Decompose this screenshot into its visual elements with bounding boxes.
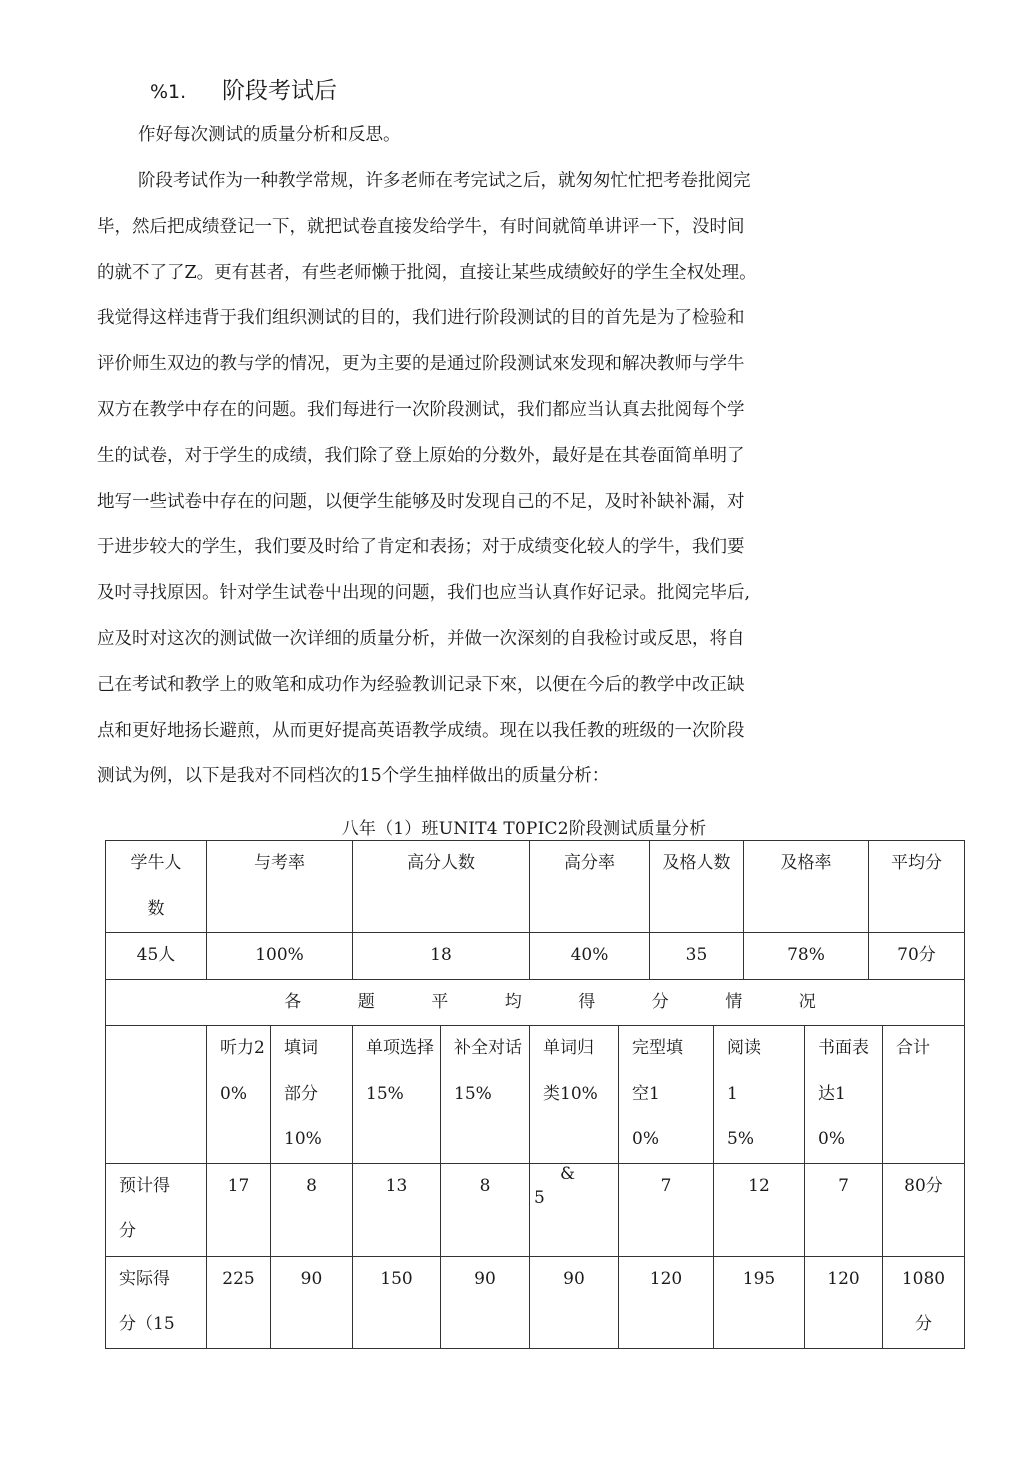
header-cell: 高分率: [530, 841, 650, 933]
body-line: 生的试卷，对于学生的成绩，我们除了登上原始的分数外，最好是在其卷面简单明了: [97, 445, 745, 466]
score-cell: 12: [714, 1163, 805, 1256]
value-cell: 78%: [744, 933, 869, 980]
detail-header-cell: 书面表达10%: [805, 1026, 883, 1164]
body-line: 点和更好地扬长避煎，从而更好提高英语教学成绩。现在以我任教的班级的一次阶段: [97, 720, 745, 741]
value-cell: 70分: [869, 933, 965, 980]
detail-header-cell: 听力20%: [207, 1026, 271, 1164]
score-cell: 7: [619, 1163, 714, 1256]
body-line: 阶段考试作为一种教学常规，许多老师在考完试之后，就匆匆忙忙把考卷批阅完: [138, 171, 751, 191]
section-heading: [150, 72, 337, 105]
score-cell: 80分: [883, 1163, 965, 1256]
score-cell: 90: [271, 1256, 353, 1348]
row-label: 实际得分（15: [106, 1256, 207, 1348]
score-cell: 90: [530, 1256, 619, 1348]
score-cell: 8: [271, 1163, 353, 1256]
actual-score-row: [106, 1256, 965, 1348]
body-line: 的就不了了Z。更有甚者，有些老师懒于批阅，直接让某些成绩鲛好的学生全权处理。: [97, 262, 757, 283]
value-cell: 18: [353, 933, 530, 980]
section-title-char: 均: [504, 991, 522, 1012]
detail-header-cell: 合计: [883, 1026, 965, 1164]
body-line: 及吋寻找原因。针对学生试卷屮出现的问题，我们也应当认真作好记录。批阅完毕后,: [97, 583, 751, 604]
score-cell: 195: [714, 1256, 805, 1348]
subheading-text: 作好每次测试的质量分析和反思。: [138, 125, 401, 145]
heading-title: 阶段考试后: [222, 78, 337, 104]
score-cell: [530, 1163, 619, 1256]
subheading-paragraph: [97, 113, 825, 159]
score-cell: 225: [207, 1256, 271, 1348]
header-cell: 平均分: [869, 841, 965, 933]
value-cell: 35: [650, 933, 744, 980]
detail-header-cell: 单词归类10%: [530, 1026, 619, 1164]
body-line: 评价师生双边的教与学的情况，更为主要的是通过阶段测试來发现和解决教师与学牛: [97, 354, 745, 375]
body-line: 我觉得这样违背于我们组织测试的目的，我们进行阶段测试的目的首先是为了检验和: [97, 308, 745, 329]
score-cell: 17: [207, 1163, 271, 1256]
body-line: 毕，然后把成绩登记一下，就把试卷直接发给学牛，有时间就简单讲评一下，没时间: [97, 216, 745, 237]
summary-value-row: [106, 933, 965, 980]
detail-header-cell: 补全对话15%: [441, 1026, 530, 1164]
section-title-char: 得: [578, 991, 596, 1012]
table-caption: 八年（1）班UNIT4 T0PIC2阶段测试质量分析: [341, 819, 707, 839]
expected-score-row: [106, 1163, 965, 1256]
score-cell: 13: [353, 1163, 441, 1256]
value-cell: 40%: [530, 933, 650, 980]
score-cell: 90: [441, 1256, 530, 1348]
quality-analysis-table: [105, 840, 965, 1349]
section-title-char: 况: [798, 991, 816, 1012]
detail-header-row: [106, 1026, 965, 1164]
score-cell-bottom-text: 5: [534, 1187, 545, 1208]
body-line: 己在考试和教学上的败笔和成功作为经验教训记录下來，以便在今后的教学中改正缺: [97, 674, 745, 695]
header-cell: 及格率: [744, 841, 869, 933]
body-line: 测试为例，以下是我对不同档次的15个学生抽样做出的质量分析：: [97, 766, 610, 787]
score-cell: 1080分: [883, 1256, 965, 1348]
score-cell: 120: [619, 1256, 714, 1348]
score-cell: 120: [805, 1256, 883, 1348]
section-title-cell: [106, 979, 965, 1026]
row-label: 预计得分: [106, 1163, 207, 1256]
header-cell: 与考率: [207, 841, 353, 933]
header-cell: 及格人数: [650, 841, 744, 933]
score-cell-top-text: &: [560, 1163, 576, 1184]
section-title-char: 分: [651, 991, 669, 1012]
body-line: 双方在教学中存在的问题。我们每进行一次阶段测试，我们都应当认真去批阅每个学: [97, 399, 745, 420]
detail-header-cell: 单项选择15%: [353, 1026, 441, 1164]
header-cell: 高分人数: [353, 841, 530, 933]
heading-number: %1.: [150, 81, 187, 103]
value-cell: 100%: [207, 933, 353, 980]
body-line: 地写一些试卷中存在的问题，以便学生能够及时发现自己的不足，及时补缺补漏，对: [97, 491, 745, 512]
section-title-char: 情: [725, 991, 743, 1012]
section-title-char: 题: [357, 991, 375, 1012]
section-title-char: 各: [284, 991, 302, 1012]
score-cell: 150: [353, 1256, 441, 1348]
header-cell: 学牛人数: [106, 841, 207, 933]
summary-header-row: [106, 841, 965, 933]
value-cell: 45人: [106, 933, 207, 980]
score-cell: 8: [441, 1163, 530, 1256]
body-paragraph: [97, 159, 825, 800]
body-line: 于进步较大的学生，我们要及时给了肯定和表扬；对于成绩变化较人的学牛，我们要: [97, 537, 745, 558]
section-title-row: [106, 979, 965, 1026]
detail-header-cell: [106, 1026, 207, 1164]
score-cell: 7: [805, 1163, 883, 1256]
section-title-char: 平: [431, 991, 449, 1012]
detail-header-cell: 完型填空10%: [619, 1026, 714, 1164]
body-line: 应及时对这次的测试做一次详细的质量分析，并做一次深刻的自我检讨或反思，将自: [97, 628, 745, 649]
detail-header-cell: 填词部分10%: [271, 1026, 353, 1164]
detail-header-cell: 阅读15%: [714, 1026, 805, 1164]
